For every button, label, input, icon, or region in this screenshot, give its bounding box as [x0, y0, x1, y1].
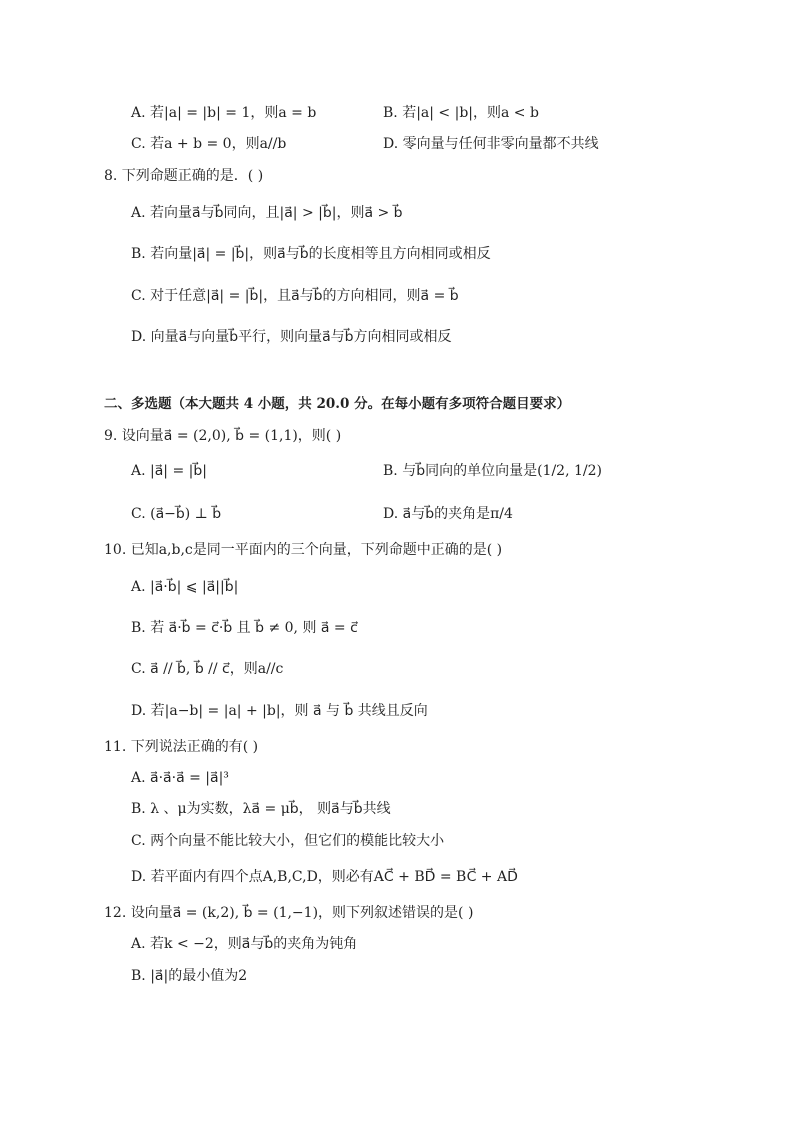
q9-option-d: D. a⃗与b⃗的夹角是π/4 [383, 506, 513, 522]
q8-stem: 8. 下列命题正确的是．( ) [104, 168, 264, 184]
q9-option-a: A. |a⃗| = |b⃗| [131, 463, 207, 479]
q12-option-a: A. 若k < −2，则a⃗与b⃗的夹角为钝角 [131, 936, 358, 952]
q9-option-b: B. 与b⃗同向的单位向量是(1/2, 1/2) [383, 463, 602, 479]
q7-option-b: B. 若|a| < |b|，则a < b [383, 105, 539, 121]
q11-option-c: C. 两个向量不能比较大小，但它们的模能比较大小 [131, 833, 445, 849]
q8-option-c: C. 对于任意|a⃗| = |b⃗|，且a⃗与b⃗的方向相同，则a⃗ = b⃗ [131, 288, 459, 304]
q12-option-b: B. |a⃗|的最小值为2 [131, 968, 248, 984]
q7-option-c: C. 若a + b = 0，则a//b [131, 136, 287, 152]
q12-stem: 12. 设向量a⃗ = (k,2), b⃗ = (1,−1)，则下列叙述错误的是( ) [104, 905, 474, 921]
q10-option-b: B. 若 a⃗·b⃗ = c⃗·b⃗ 且 b⃗ ≠ 0, 则 a⃗ = c⃗ [131, 620, 358, 636]
section-heading: 二、多选题（本大题共 4 小题，共 20.0 分。在每小题有多项符合题目要求） [104, 396, 571, 412]
q10-option-d: D. 若|a−b| = |a| + |b|，则 a⃗ 与 b⃗ 共线且反向 [131, 703, 428, 719]
q11-stem: 11. 下列说法正确的有( ) [104, 739, 259, 755]
q10-stem: 10. 已知a,b,c是同一平面内的三个向量，下列命题中正确的是( ) [104, 542, 503, 558]
q7-option-d: D. 零向量与任何非零向量都不共线 [383, 136, 599, 152]
q8-option-a: A. 若向量a⃗与b⃗同向，且|a⃗| > |b⃗|，则a⃗ > b⃗ [131, 205, 403, 221]
q8-option-d: D. 向量a⃗与向量b⃗平行，则向量a⃗与b⃗方向相同或相反 [131, 329, 452, 345]
q10-option-c: C. a⃗ // b⃗, b⃗ // c⃗，则a//c [131, 661, 284, 677]
q11-option-d: D. 若平面内有四个点A,B,C,D，则必有AC⃗ + BD⃗ = BC⃗ + AD⃗ [131, 869, 518, 885]
q7-option-a: A. 若|a| = |b| = 1，则a = b [131, 105, 317, 121]
q9-stem: 9. 设向量a⃗ = (2,0), b⃗ = (1,1)，则( ) [104, 428, 342, 444]
q9-option-c: C. (a⃗−b⃗) ⊥ b⃗ [131, 506, 222, 522]
q11-option-a: A. a⃗·a⃗·a⃗ = |a⃗|³ [131, 770, 229, 786]
q10-option-a: A. |a⃗·b⃗| ⩽ |a⃗||b⃗| [131, 579, 239, 595]
q8-option-b: B. 若向量|a⃗| = |b⃗|，则a⃗与b⃗的长度相等且方向相同或相反 [131, 246, 491, 262]
q11-option-b: B. λ 、μ为实数，λa⃗ = μb⃗， 则a⃗与b⃗共线 [131, 801, 391, 817]
